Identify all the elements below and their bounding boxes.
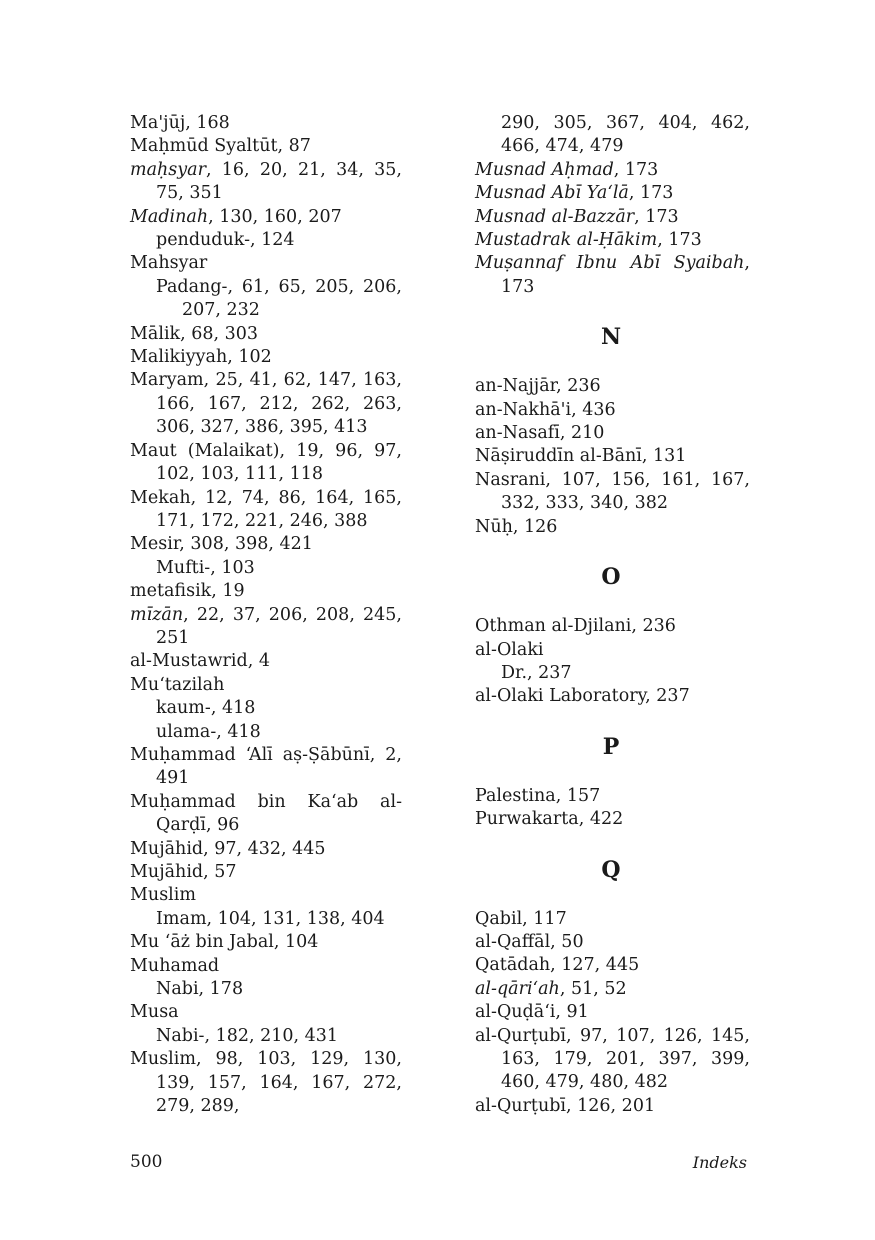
index-entry [130, 323, 402, 346]
right-column [475, 112, 750, 1118]
entry-text: Qabil, 117 [475, 908, 567, 929]
entry-text: Muḥammad ‘Alī aṣ-Ṣābūnī, 2, 491 [130, 744, 402, 789]
entry-text: Maut (Malaikat), 19, 96, 97, 102, 103, 111, 118 [130, 440, 402, 485]
entry-text: an-Najjār, 236 [475, 376, 601, 397]
entry-text: kaum-, 418 [156, 698, 256, 719]
index-subentry [130, 1025, 402, 1048]
index-entry [475, 445, 750, 468]
index-entry [475, 954, 750, 977]
entry-text: Maḥmūd Syaltūt, 87 [130, 136, 311, 157]
index-entry [130, 1048, 402, 1118]
entry-text: metafisik, 19 [130, 581, 245, 602]
entry-text: Nabi-, 182, 210, 431 [156, 1025, 339, 1046]
index-entry [130, 931, 402, 954]
index-entry [475, 808, 750, 831]
entry-text: , 173 [628, 183, 674, 204]
index-entry [475, 908, 750, 931]
entry-text: mīzān [130, 604, 184, 625]
entry-text: Musnad al-Bazzār [475, 206, 635, 227]
index-entry [475, 422, 750, 445]
entry-text: Mujāhid, 97, 432, 445 [130, 838, 326, 859]
entry-text: Mekah, 12, 74, 86, 164, 165, 171, 172, 221, 246, 388 [130, 487, 402, 531]
index-entry [130, 135, 402, 158]
entry-text: Nūḥ, 126 [475, 516, 558, 537]
index-subentry [130, 229, 402, 252]
index-entry [475, 615, 750, 638]
entry-text: Mufti-, 103 [156, 557, 255, 578]
entry-text: Musnad Abī Ya‘lā [475, 183, 629, 204]
index-entry [130, 252, 402, 275]
page-number: 500 [130, 1152, 163, 1172]
index-entry [475, 375, 750, 398]
entry-text: al-Mustawrid, 4 [130, 651, 270, 672]
entry-text: al-Quḍā‘i, 91 [475, 1002, 589, 1023]
entry-text: al-Olaki Laboratory, 237 [475, 686, 690, 707]
letter-heading: P [602, 733, 620, 760]
entry-text: an-Nakhā'i, 436 [475, 399, 616, 420]
index-entry [130, 838, 402, 861]
entry-text: al-Qaffāl, 50 [475, 931, 584, 952]
index-entry [130, 346, 402, 369]
entry-text: Malikiyyah, 102 [130, 347, 272, 368]
index-entry [475, 639, 750, 662]
index-entry [130, 744, 402, 791]
entry-text: Dr., 237 [501, 662, 572, 683]
entry-text: Madinah [130, 206, 209, 227]
letter-heading: N [600, 324, 622, 351]
index-subentry [130, 276, 402, 323]
index-entry [475, 516, 750, 539]
index-subentry [475, 662, 750, 685]
index-entry [475, 685, 750, 708]
entry-text: Nabi, 178 [156, 979, 244, 1000]
entry-text: al-Qurṭubī, 97, 107, 126, 145, 163, 179, 201, 397, 399, 460, 479, 480, 482 [475, 1025, 750, 1093]
index-entry [475, 785, 750, 808]
index-entry [475, 112, 750, 159]
index-entry [130, 112, 402, 135]
entry-text: Imam, 104, 131, 138, 404 [156, 908, 385, 929]
index-entry [130, 580, 402, 603]
index-entry [475, 931, 750, 954]
entry-text: Othman al-Djilani, 236 [475, 616, 676, 637]
index-entry [130, 791, 402, 838]
entry-text: , 16, 20, 21, 34, 35, 75, 351 [156, 159, 402, 204]
index-entry [130, 533, 402, 556]
index-subentry [130, 557, 402, 580]
index-entry [130, 674, 402, 697]
running-footer-section: Indeks [692, 1153, 747, 1172]
entry-text: , 173 [501, 253, 750, 297]
entry-text: , 173 [657, 230, 702, 251]
index-entry [475, 1001, 750, 1024]
entry-text: Musnad Aḥmad [475, 159, 614, 180]
index-entry [130, 487, 402, 534]
index-entry [475, 1095, 750, 1118]
index-entry [130, 206, 402, 229]
index-entry [475, 206, 750, 229]
entry-text: Mu‘tazilah [130, 674, 225, 695]
index-entry [130, 369, 402, 439]
entry-text: , 51, 52 [559, 978, 627, 999]
index-entry [475, 252, 750, 299]
entry-text: Nasrani, 107, 156, 161, 167, 332, 333, 340, 382 [475, 469, 750, 514]
entry-text: Mahsyar [130, 253, 208, 274]
entry-text: al-Olaki [475, 639, 544, 660]
index-entry [130, 884, 402, 907]
entry-text: Musa [130, 1002, 179, 1023]
entry-text: , 173 [634, 206, 679, 227]
entry-text: Muslim [130, 885, 196, 906]
entry-text: Mu ‘āż bin Jabal, 104 [130, 932, 319, 953]
entry-text: Purwakarta, 422 [475, 809, 624, 830]
index-entry [130, 955, 402, 978]
entry-text: Ma'jūj, 168 [130, 113, 230, 133]
index-entry [130, 861, 402, 884]
index-subentry [130, 721, 402, 744]
index-entry [475, 182, 750, 205]
entry-text: Qatādah, 127, 445 [475, 955, 640, 976]
index-entry [475, 469, 750, 516]
index-entry [475, 399, 750, 422]
entry-text: , 130, 160, 207 [208, 206, 342, 227]
entry-text: Mesir, 308, 398, 421 [130, 534, 313, 555]
index-subentry [130, 978, 402, 1001]
left-column [130, 112, 402, 1118]
entry-text: an-Nasafī, 210 [475, 423, 605, 444]
index-entry [130, 440, 402, 487]
index-subentry [130, 697, 402, 720]
entry-text: Mālik, 68, 303 [130, 323, 259, 344]
index-entry [130, 604, 402, 651]
entry-text: Palestina, 157 [475, 785, 601, 806]
index-entry [475, 159, 750, 182]
entry-text: 290, 305, 367, 404, 462, 466, 474, 479 [501, 113, 750, 157]
entry-text: al-qāri‘ah [475, 978, 560, 999]
index-entry [130, 159, 402, 206]
entry-text: ulama-, 418 [156, 721, 261, 742]
entry-text: Mustadrak al-Ḥākim [475, 230, 658, 251]
letter-heading: Q [601, 856, 621, 883]
index-entry [475, 1025, 750, 1095]
index-entry [475, 978, 750, 1001]
entry-text: , 173 [613, 159, 659, 180]
entry-text: Mujāhid, 57 [130, 862, 237, 882]
index-subentry [130, 908, 402, 931]
entry-text: penduduk-, 124 [156, 230, 295, 251]
index-entry [130, 650, 402, 673]
index-entry [130, 1001, 402, 1024]
entry-text: Muhamad [130, 955, 220, 976]
index-entry [475, 229, 750, 252]
entry-text: Muḥammad bin Ka‘ab al-Qarḍī, 96 [130, 791, 402, 836]
entry-text: maḥsyar [130, 159, 206, 180]
entry-text: , 22, 37, 206, 208, 245, 251 [156, 604, 402, 648]
letter-heading: O [601, 564, 621, 591]
entry-text: Muslim, 98, 103, 129, 130, 139, 157, 164, 167, 272, 279, 289, [130, 1049, 402, 1117]
entry-text: Maryam, 25, 41, 62, 147, 163, 166, 167, 212, 262, 263, 306, 327, 386, 395, 413 [130, 370, 402, 438]
entry-text: Padang-, 61, 65, 205, 206, 207, 232 [156, 276, 402, 321]
entry-text: Nāṣiruddīn al-Bānī, 131 [475, 446, 687, 467]
entry-text: Muṣannaf Ibnu Abī Syaibah [475, 253, 745, 274]
entry-text: al-Qurṭubī, 126, 201 [475, 1095, 656, 1116]
